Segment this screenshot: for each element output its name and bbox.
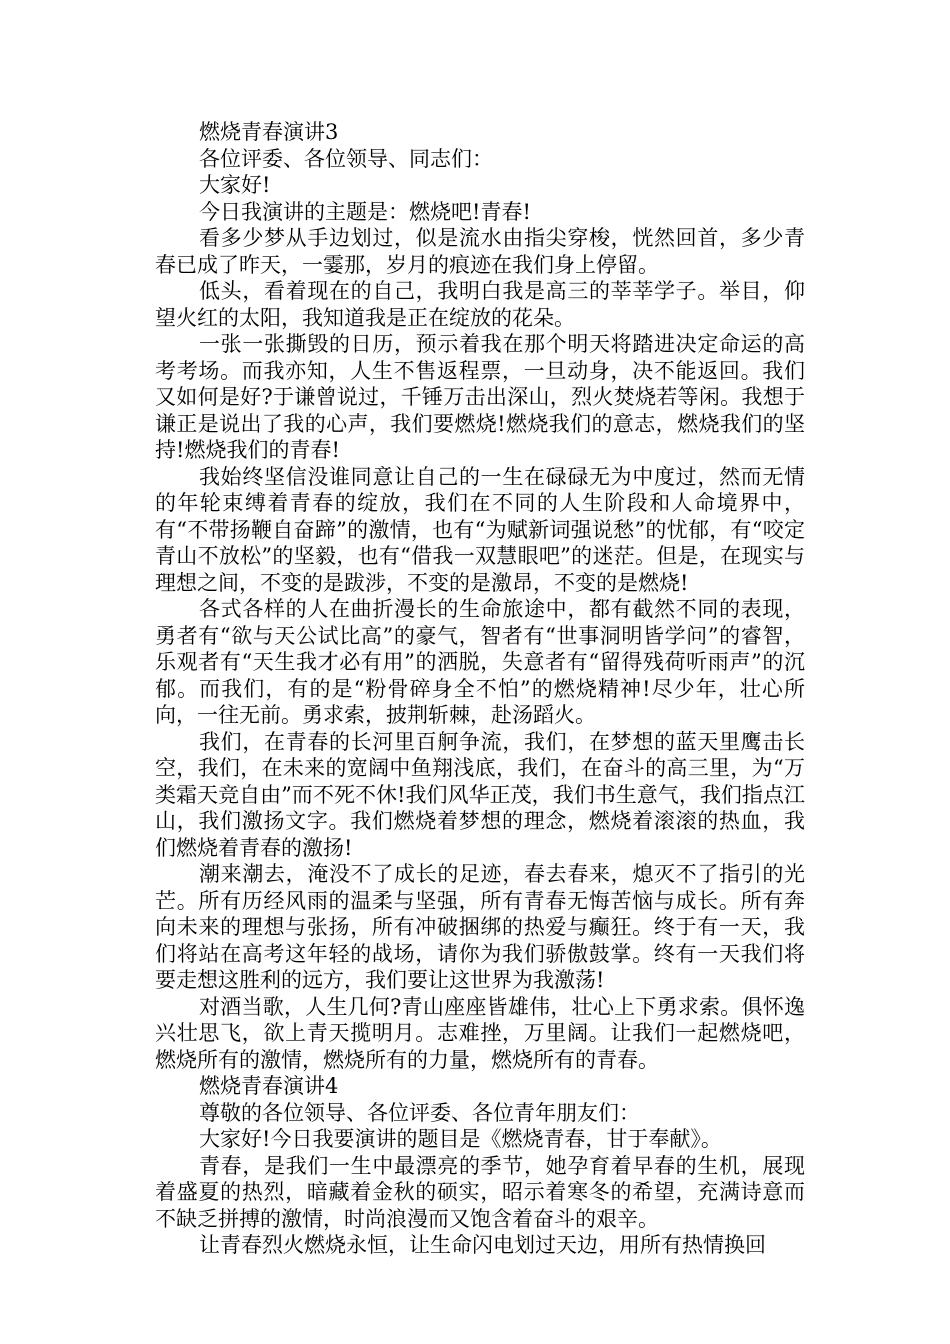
paragraph: 各式各样的人在曲折漫长的生命旅途中，都有截然不同的表现，勇者有“欲与天公试比高”的豪气，智者有“世事洞明皆学问”的睿智，乐观者有“天生我才必有用”的洒脱，失意者有“留得残荷听雨声”的沉郁。而我们，有的是“粉骨碎身全不怕”的燃烧精神!尽少年，壮心所向，一往无前。勇求索，披荆斩棘，赴汤蹈火。 — [155, 597, 805, 727]
paragraph: 我始终坚信没谁同意让自己的一生在碌碌无为中度过，然而无情的年轮束缚着青春的绽放，我们在不同的人生阶段和人命境界中，有“不带扬鞭自奋蹄”的激情，也有“为赋新词强说愁”的忧郁，有“咬定青山不放松”的坚毅，也有“借我一双慧眼吧”的迷茫。但是，在现实与理想之间，不变的是跋涉，不变的是激昂，不变的是燃烧! — [155, 464, 805, 595]
greeting: 大家好! — [199, 173, 271, 197]
speech-topic: 今日我演讲的主题是：燃烧吧!青春! — [199, 199, 531, 224]
salutation: 各位评委、各位领导、同志们： — [199, 146, 493, 171]
salutation: 尊敬的各位领导、各位评委、各位青年朋友们： — [199, 1100, 640, 1125]
section-title-4: 燃烧青春演讲4 — [199, 1074, 339, 1098]
document-body — [155, 119, 805, 1259]
paragraph: 一张一张撕毁的日历，预示着我在那个明天将踏进决定命运的高考考场。而我亦知，人生不售返程票，一旦动身，决不能返回。我们又如何是好?于谦曾说过，千锤万击出深山，烈火焚烧若等闲。我想于谦正是说出了我的心声，我们要燃烧!燃烧我们的意志，燃烧我们的坚持!燃烧我们的青春! — [155, 332, 805, 462]
paragraph: 看多少梦从手边划过，似是流水由指尖穿梭，恍然回首，多少青春已成了昨天，一霎那，岁月的痕迹在我们身上停留。 — [155, 226, 805, 277]
paragraph: 低头，看着现在的自己，我明白我是高三的莘莘学子。举目，仰望火红的太阳，我知道我是正在绽放的花朵。 — [155, 279, 805, 330]
paragraph: 对酒当歌，人生几何?青山座座皆雄伟，壮心上下勇求索。俱怀逸兴壮思飞，欲上青天揽明月。志难挫，万里阔。让我们一起燃烧吧，燃烧所有的激情，燃烧所有的力量，燃烧所有的青春。 — [155, 994, 805, 1072]
paragraph: 我们，在青春的长河里百舸争流，我们，在梦想的蓝天里鹰击长空，我们，在未来的宽阔中鱼翔浅底，我们，在奋斗的高三里，为“万类霜天竞自由”而不死不休!我们风华正茂，我们书生意气，我们指点江山，我们激扬文字。我们燃烧着梦想的理念，燃烧着滚滚的热血，我们燃烧着青春的激扬! — [155, 729, 805, 860]
greeting: 大家好!今日我要演讲的题目是《燃烧青春，甘于奉献》。 — [199, 1127, 722, 1151]
paragraph: 青春，是我们一生中最漂亮的季节，她孕育着早春的生机，展现着盛夏的热烈，暗藏着金秋的硕实，昭示着寒冬的希望，充满诗意而不缺乏拼搏的激情，时尚浪漫而又饱含着奋斗的艰辛。 — [155, 1153, 805, 1231]
section-title-3: 燃烧青春演讲3 — [199, 120, 339, 144]
paragraph: 潮来潮去，淹没不了成长的足迹，春去春来，熄灭不了指引的光芒。所有历经风雨的温柔与坚强，所有青春无悔苦恼与成长。所有奔向未来的理想与张扬，所有冲破捆绑的热爱与癫狂。终于有一天，我们将站在高考这年轻的战场，请你为我们骄傲鼓掌。终有一天我们将要走想这胜利的远方，我们要让这世界为我激荡! — [155, 862, 805, 992]
paragraph: 让青春烈火燃烧永恒，让生命闪电划过天边，用所有热情换回 — [199, 1233, 766, 1257]
